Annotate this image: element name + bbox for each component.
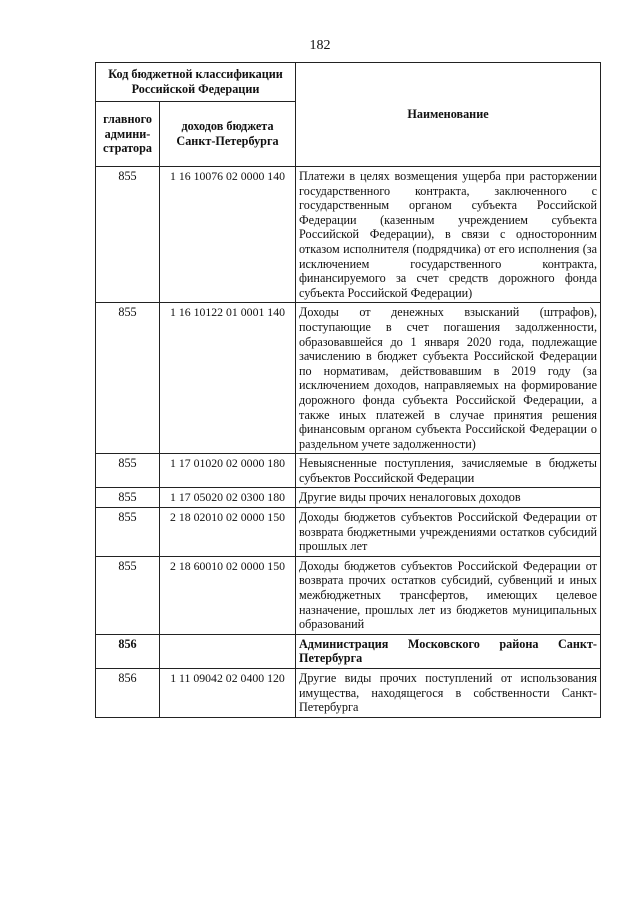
budget-classification-table <box>95 62 601 718</box>
section-name-cell: Администрация Московского района Санкт-Петербурга <box>296 634 601 668</box>
income-code-cell: 2 18 02010 02 0000 150 <box>160 508 296 557</box>
income-code-cell: 1 17 05020 02 0300 180 <box>160 488 296 508</box>
income-code-cell: 1 16 10076 02 0000 140 <box>160 167 296 303</box>
header-row-group <box>96 63 601 102</box>
income-code-cell: 1 16 10122 01 0001 140 <box>160 303 296 454</box>
name-cell: Невыясненные поступления, зачисляемые в бюджеты субъектов Российской Федерации <box>296 454 601 488</box>
name-cell: Другие виды прочих неналоговых доходов <box>296 488 601 508</box>
name-cell: Другие виды прочих поступлений от использования имущества, находящегося в собственности Санкт-Петербурга <box>296 669 601 718</box>
header-group-cell: Код бюджетной классификации Российской Федерации <box>96 63 296 102</box>
table-row <box>96 669 601 718</box>
header-admin-cell: главного админи-стратора <box>96 102 160 167</box>
table-row <box>96 167 601 303</box>
table-row <box>96 488 601 508</box>
admin-code-cell: 855 <box>96 167 160 303</box>
admin-code-cell: 856 <box>96 669 160 718</box>
name-cell: Доходы бюджетов субъектов Российской Федерации от возврата бюджетными учреждениями остатков субсидий прошлых лет <box>296 508 601 557</box>
admin-code-cell: 855 <box>96 488 160 508</box>
admin-code-cell: 855 <box>96 556 160 634</box>
section-admin-cell: 856 <box>96 634 160 668</box>
section-code-cell <box>160 634 296 668</box>
name-cell: Доходы бюджетов субъектов Российской Федерации от возврата прочих остатков субсидий, субвенций и иных межбюджетных трансфертов, имеющих целевое назначение, прошлых лет из бюджетов муниципальных образований <box>296 556 601 634</box>
admin-code-cell: 855 <box>96 303 160 454</box>
header-income-cell: доходов бюджета Санкт-Петербурга <box>160 102 296 167</box>
income-code-cell: 2 18 60010 02 0000 150 <box>160 556 296 634</box>
admin-code-cell: 855 <box>96 454 160 488</box>
table-row <box>96 508 601 557</box>
name-cell: Доходы от денежных взысканий (штрафов), поступающие в счет погашения задолженности, образовавшейся до 1 января 2020 года, подлежащие зачислению в бюджет субъекта Российской Федерации по нормативам, действовавшим в 2019 году (за исключением доходов, направляемых на формирование дорожного фонда субъекта Российской Федерации, а также иных платежей в случае принятия решения финансовым органом субъекта Российской Федерации о раздельном учете задолженности) <box>296 303 601 454</box>
income-code-cell: 1 11 09042 02 0400 120 <box>160 669 296 718</box>
header-name-cell: Наименование <box>296 63 601 167</box>
income-code-cell: 1 17 01020 02 0000 180 <box>160 454 296 488</box>
name-cell: Платежи в целях возмещения ущерба при расторжении государственного контракта, заключенного с государственным органом субъекта Российской Федерации (казенным учреждением субъекта Российской Федерации), в связи с односторонним отказом исполнителя (подрядчика) от его исполнения (за исключением государственного контракта, финансируемого за счет средств дорожного фонда субъекта Российской Федерации) <box>296 167 601 303</box>
table-row <box>96 556 601 634</box>
page-number: 182 <box>309 38 331 53</box>
admin-code-cell: 855 <box>96 508 160 557</box>
table-row <box>96 303 601 454</box>
table-row <box>96 454 601 488</box>
section-row <box>96 634 601 668</box>
